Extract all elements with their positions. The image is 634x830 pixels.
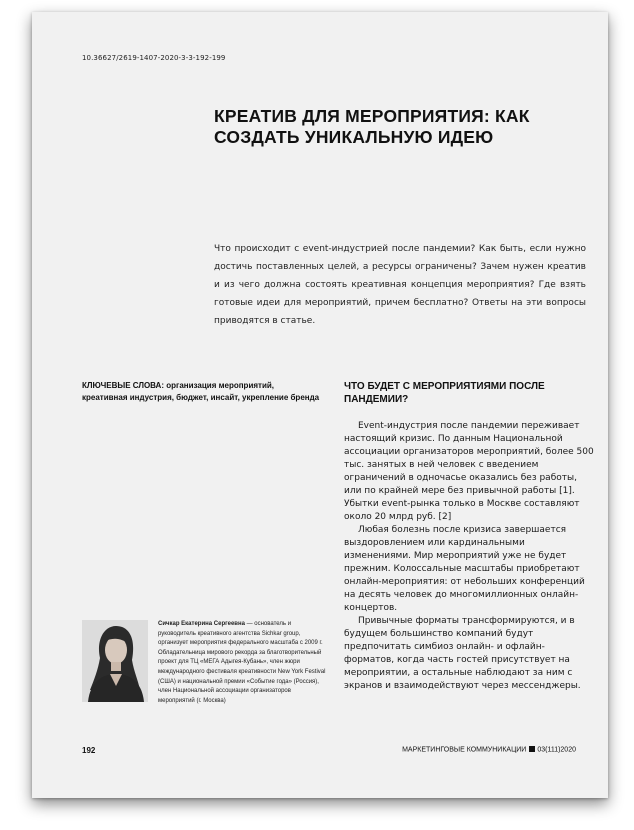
journal-footer [402, 746, 576, 754]
keywords-label: КЛЮЧЕВЫЕ СЛОВА: [82, 381, 164, 390]
author-bio: — основатель и руководитель креативного агентства Sichkar group, организует мероприятия федерального масштаба с 2009 г. Обладательница мирового рекорда за благотворительный проект для ТЦ «МЕГА Адыгея-Кубань», член жюри международного фестиваля креативности New York Festival (США) и национальной премии «Событие года» (Россия), член Национальной ассоциации организаторов мероприятий (г. Москва) [158, 621, 326, 704]
section-body [344, 420, 594, 693]
article-abstract: Что происходит с event-индустрией после пандемии? Как быть, если нужно достичь поставленных целей, а ресурсы ограничены? Зачем нужен креатив и из чего должна состоять креативная концепция мероприятия? Где взять готовые идеи для мероприятий, причем бесплатно? Ответы на эти вопросы приводятся в статье. [214, 244, 586, 326]
author-name: Сичкар Екатерина Сергеевна [158, 621, 245, 627]
body-paragraph: Привычные форматы трансформируются, и в будущем большинство компаний будут предпочитать симбиоз онлайн- и офлайн-форматов, когда часть гостей присутствует на мероприятии, а остальные наблюдают за ним с экранов и взаимодействуют через мессенджеры. [344, 616, 581, 691]
body-paragraph: Любая болезнь после кризиса завершается выздоровлением или кардинальными изменениями. Мир мероприятий уже не будет прежним. Колоссальные масштабы приобретают онлайн-мероприятия: от небольших конференций на десять человек до многомиллионных онлайн-концертов. [344, 525, 585, 613]
author-photo [82, 620, 148, 702]
portrait-image [82, 620, 148, 702]
doi-identifier: 10.36627/2619-1407-2020-3-3-192-199 [82, 54, 226, 62]
square-separator-icon [529, 746, 535, 752]
keywords-block [82, 380, 320, 404]
keywords-value: организация мероприятий, креативная индустрия, бюджет, инсайт, укрепление бренда [82, 381, 320, 402]
article-title: КРЕАТИВ ДЛЯ МЕРОПРИЯТИЯ: КАК СОЗДАТЬ УНИКАЛЬНУЮ ИДЕЮ [214, 106, 530, 147]
journal-issue: 03(111)2020 [537, 746, 576, 754]
section-heading: ЧТО БУДЕТ С МЕРОПРИЯТИЯМИ ПОСЛЕ ПАНДЕМИИ? [344, 381, 545, 405]
author-info [158, 620, 328, 706]
journal-page [32, 12, 608, 798]
body-paragraph: Event-индустрия после пандемии переживает настоящий кризис. По данным Национальной ассоциации организаторов мероприятий, более 500 тыс. занятых в ней человек с введением ограничений в одночасье оказались без работы, или по крайней мере без привычной работы [1]. Убытки event-рынка только в Москве составляют около 20 млрд руб. [2] [344, 421, 594, 522]
page-number: 192 [82, 746, 96, 755]
journal-name: МАРКЕТИНГОВЫЕ КОММУНИКАЦИИ [402, 746, 527, 754]
